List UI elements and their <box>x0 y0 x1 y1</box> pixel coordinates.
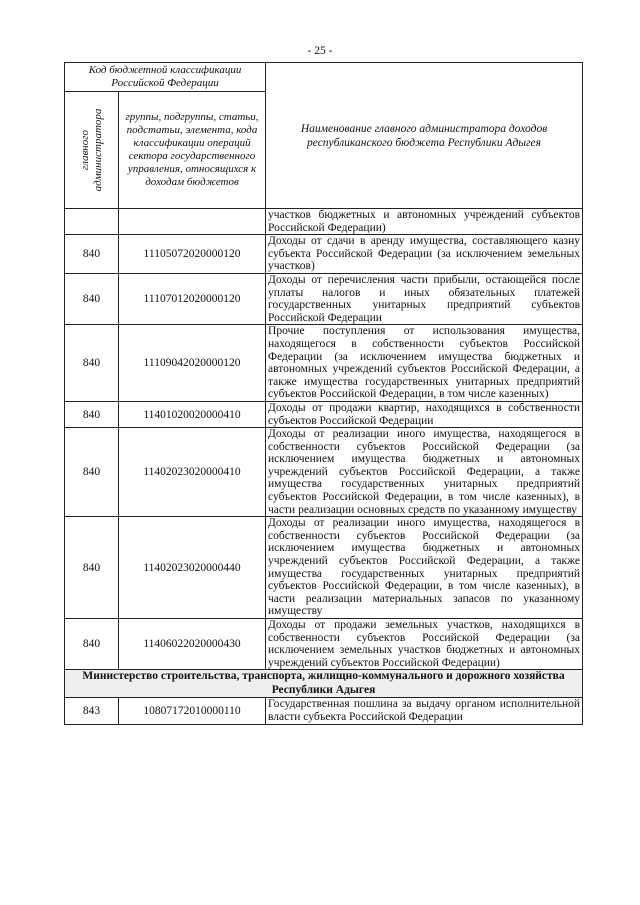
classification-code: 11401020020000410 <box>119 401 266 427</box>
income-description: Доходы от реализации иного имущества, находящегося в собственности субъектов Российской Федерации (за исключением имущества бюджетных и автономных учреждений субъектов Российской Федерации, а также имущества государственных унитарных предприятий субъектов Российской Федерации, в том числе казенных), в части реализации основных средств по указанному имуществу <box>266 428 583 517</box>
income-description: Государственная пошлина за выдачу органом исполнительной власти субъекта Российской Федерации <box>266 698 583 724</box>
classification-code: 11402023020000440 <box>119 517 266 619</box>
income-description: Прочие поступления от использования имущества, находящегося в собственности субъектов Российской Федерации (за исключением имущества бюджетных и автономных учреждений субъектов Российской Федерации, а также имущества государственных унитарных предприятий субъектов Российской Федерации, в том числе казенных) <box>266 325 583 402</box>
section-title: Министерство строительства, транспорта, жилищно-коммунального и дорожного хозяйства Республики Адыгея <box>65 670 583 698</box>
classification-code: 11402023020000410 <box>119 428 266 517</box>
table-row <box>65 517 583 619</box>
admin-code: 840 <box>65 401 119 427</box>
admin-code: 840 <box>65 428 119 517</box>
header-admin-cell <box>65 92 119 209</box>
admin-code: 840 <box>65 619 119 670</box>
income-description: Доходы от перечисления части прибыли, остающейся после уплаты налогов и иных обязательных платежей государственных унитарных предприятий субъектов Российской Федерации <box>266 273 583 324</box>
admin-code: 840 <box>65 517 119 619</box>
table-row <box>65 401 583 427</box>
table-row <box>65 698 583 724</box>
continuation-desc: участков бюджетных и автономных учреждений субъектов Российской Федерации) <box>266 209 583 235</box>
income-description: Доходы от реализации иного имущества, находящегося в собственности субъектов Российской Федерации (за исключением имущества бюджетных и автономных учреждений субъектов Российской Федерации, а также имущества государственных унитарных предприятий субъектов Российской Федерации, в том числе казенных), в части реализации материальных запасов по указанному имуществу <box>266 517 583 619</box>
continuation-code-cell <box>119 209 266 235</box>
classification-code: 11109042020000120 <box>119 325 266 402</box>
header-row-top <box>65 63 583 92</box>
admin-code: 840 <box>65 325 119 402</box>
income-description: Доходы от продажи земельных участков, находящихся в собственности субъектов Российской Федерации (за исключением земельных участков бюджетных и автономных учреждений субъектов Российской Федерации) <box>266 619 583 670</box>
header-admin-column: главного администратора <box>78 108 104 192</box>
table-row <box>65 325 583 402</box>
admin-code: 840 <box>65 235 119 274</box>
income-description: Доходы от сдачи в аренду имущества, составляющего казну субъекта Российской Федерации (за исключением земельных участков) <box>266 235 583 274</box>
table-row <box>65 235 583 274</box>
page-number: - 25 - <box>307 45 333 57</box>
income-description: Доходы от продажи квартир, находящихся в собственности субъектов Российской Федерации <box>266 401 583 427</box>
admin-code: 840 <box>65 273 119 324</box>
continuation-admin-cell <box>65 209 119 235</box>
budget-classification-table <box>64 62 583 725</box>
classification-code: 10807172010000110 <box>119 698 266 724</box>
header-code-group: Код бюджетной классификации Российской Федерации <box>65 63 266 92</box>
table-row <box>65 428 583 517</box>
admin-code: 843 <box>65 698 119 724</box>
header-name-column: Наименование главного администратора доходов республиканского бюджета Республики Адыгея <box>266 63 583 209</box>
header-code-column: группы, подгруппы, статьи, подстатьи, элемента, кода классификации операций сектора государственного управления, относящихся к доходам бюджетов <box>119 92 266 209</box>
table-row <box>65 619 583 670</box>
section-row <box>65 670 583 698</box>
continuation-row <box>65 209 583 235</box>
classification-code: 11406022020000430 <box>119 619 266 670</box>
table-row <box>65 273 583 324</box>
classification-code: 11105072020000120 <box>119 235 266 274</box>
classification-code: 11107012020000120 <box>119 273 266 324</box>
